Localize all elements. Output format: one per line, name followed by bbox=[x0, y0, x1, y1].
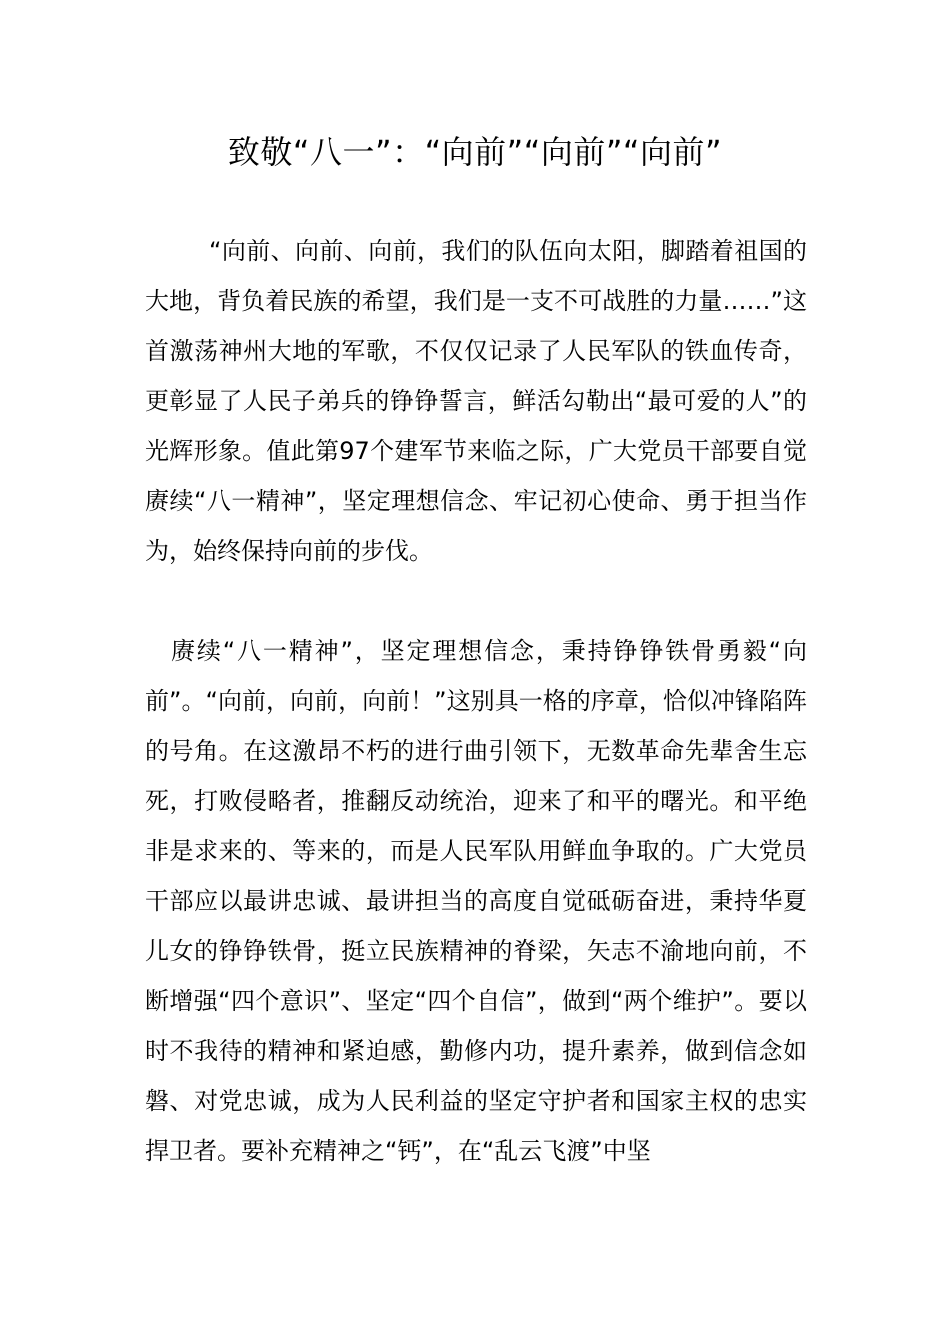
document-title: 致敬“八一”：“向前”“向前”“向前” bbox=[227, 133, 723, 171]
body-paragraph: “向前、向前、向前，我们的队伍向太阳，脚踏着祖国的大地，背负着民族的希望，我们是一支不可战胜的力量……”这首激荡神州大地的军歌，不仅仅记录了人民军队的铁血传奇，更彰显了人民子弟兵的铮铮誓言，鲜活勾勒出“最可爱的人”的光辉形象。值此第97个建军节来临之际，广大党员干部要自觉赓续“八一精神”，坚定理想信念、牢记初心使命、勇于担当作为，始终保持向前的步伐。 bbox=[145, 237, 807, 565]
body-paragraph: 赓续“八一精神”，坚定理想信念，秉持铮铮铁骨勇毅“向前”。“向前，向前，向前！”这别具一格的序章，恰似冲锋陷阵的号角。在这激昂不朽的进行曲引领下，无数革命先辈舍生忘死，打败侵略者，推翻反动统治，迎来了和平的曙光。和平绝非是求来的、等来的，而是人民军队用鲜血争取的。广大党员干部应以最讲忠诚、最讲担当的高度自觉砥砺奋进，秉持华夏儿女的铮铮铁骨，挺立民族精神的脊梁，矢志不渝地向前，不断增强“四个意识”、坚定“四个自信”，做到“两个维护”。要以时不我待的精神和紧迫感，勤修内功，提升素养，做到信念如磐、对党忠诚，成为人民利益的坚定守护者和国家主权的忠实捍卫者。要补充精神之“钙”，在“乱云飞渡”中坚 bbox=[145, 637, 807, 1165]
